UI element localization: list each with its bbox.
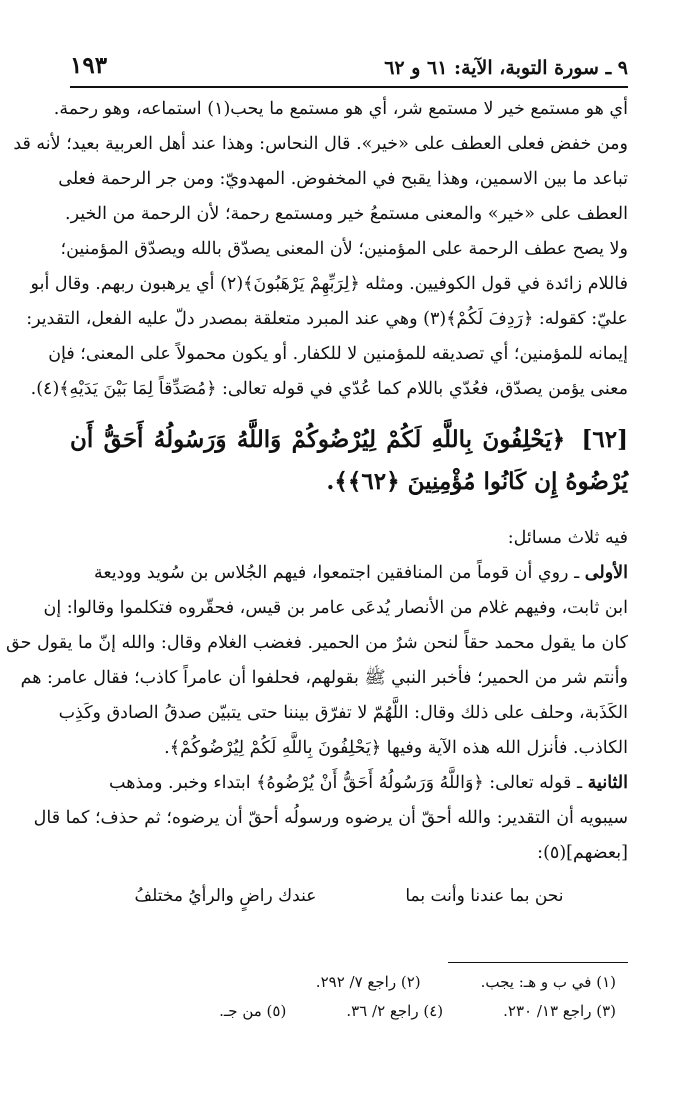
text-line: الكاذب. فأنزل الله هذه الآية وفيها ﴿يَحْلِفُونَ بِاللَّهِ لَكُمْ لِيُرْضُوكُمْ﴾.: [164, 738, 628, 758]
text-line: سيبويه أن التقدير: والله أحقّ أن يرضوه ورسولُه أحقّ أن يرضوه؛ ثم حذف؛ كما قال: [33, 808, 628, 828]
text-line: ولا يصح عطف الرحمة على المؤمنين؛ لأن المعنى يصدّق بالله ويصدّق المؤمنين؛: [60, 239, 628, 259]
text-line: ابن ثابت، وفيهم غلام من الأنصار يُدعَى عامر بن قيس، فحقّروه فتكلموا وقالوا: إن: [43, 598, 628, 618]
footnote: (٥) من جـ.: [219, 1002, 287, 1020]
footnote-rule: [448, 962, 628, 963]
footnote: (٢) راجع ٧/ ٢٩٢.: [315, 973, 421, 991]
issue-text: ـ روي أن قوماً من المنافقين اجتمعوا، فيهم الجُلاس بن سُويد ووديعة: [93, 563, 580, 583]
second-issue: [33, 766, 628, 871]
paragraph-commentary: [13, 92, 628, 407]
text-line: إيمانه للمؤمنين؛ أي تصديقه للمؤمنين لا للكفار. أو يكون محمولاً على المعنى؛ فإن: [48, 344, 628, 364]
footnote-row: [70, 997, 628, 1026]
text-line: وأنتم شر من الحمير؛ فأخبر النبي ﷺ بقولهم، فحلفوا أن عامراً كاذب؛ فقال عامر: هم: [20, 668, 628, 688]
text-line: العطف على «خير» والمعنى مستمعُ خير ومستمع رحمة؛ لأن الرحمة من الخير.: [65, 204, 628, 224]
verse-text: ﴿يَحْلِفُونَ بِاللَّهِ لَكُمْ لِيُرْضُوكُمْ وَاللَّهُ وَرَسُولُهُ أَحَقُّ أَن يُرْضُوهُ إِن كَانُوا مُؤْمِنِينَ ﴿٦٢﴾﴾.: [70, 426, 628, 495]
issues-intro: [70, 521, 628, 556]
text-line: كان ما يقول محمد حقاً لنحن شرٌ من الحمير. فغضب الغلام وقال: والله إنّ ما يقول حق: [5, 633, 628, 653]
text-line: الكَذَبة، وحلف على ذلك وقال: اللَّهُمّ لا تفرّق بيننا حتى يتبيّن صدقُ الصادق وكَذِب: [58, 703, 628, 723]
header-rule: [70, 86, 628, 88]
verse-line: [70, 419, 628, 503]
page-header: [70, 52, 628, 79]
text-line: تباعد ما بين الاسمين، وهذا يقبح في المخفوض. المهدويّ: ومن جر الرحمة فعلى: [58, 169, 628, 189]
issue-label: الأولى: [584, 563, 628, 583]
text-line: فاللام زائدة في قول الكوفيين. ومثله ﴿لِرَبِّهِمْ يَرْهَبُونَ﴾(٢) أي يرهبون ربهم. وقال أبو: [30, 274, 628, 294]
footnote: (١) في ب و هـ: يجب.: [480, 973, 616, 991]
verse-number: [٦٢]: [581, 426, 628, 453]
text-line: أي هو مستمع خير لا مستمع شر، أي هو مستمع ما يحب(١) استماعه، وهو رحمة.: [53, 99, 628, 119]
poetry-second-hemistich: عندك راضٍ والرأيُ مختلفُ: [134, 886, 317, 906]
text-line: [بعضهم](٥):: [537, 843, 628, 863]
text-line: [70, 766, 628, 801]
poetry-verse: [70, 879, 628, 914]
issue-text: ـ قوله تعالى: ﴿وَاللَّهُ وَرَسُولُهُ أَحَقُّ أَنْ يُرْضُوهُ﴾ ابتداء وخبر. ومذهب: [109, 773, 583, 793]
page-body: [5, 92, 628, 914]
first-issue: [5, 556, 628, 766]
page-number: ١٩٣: [70, 52, 108, 79]
footnote-row: [70, 968, 628, 997]
issue-label: الثانية: [587, 773, 628, 793]
intro-line: فيه ثلاث مسائل:: [507, 528, 628, 548]
text-line: عليّ: كقوله: ﴿رَدِفَ لَكُمْ﴾(٣) وهي عند المبرد متعلقة بمصدر دلّ عليه الفعل، التقدير:: [26, 309, 628, 329]
footnotes: [70, 968, 628, 1026]
text-line: معنى يؤمن يصدّق، فعُدّي باللام كما عُدّي في قوله تعالى: ﴿مُصَدِّقاً لِمَا بَيْنَ يَدَيْهِ﴾(٤).: [30, 379, 628, 399]
footnote: (٣) راجع ١٣/ ٢٣٠.: [503, 1002, 616, 1020]
running-title: ٩ ـ سورة التوبة، الآية: ٦١ و ٦٢: [384, 57, 628, 79]
footnote: (٤) راجع ٢/ ٣٦.: [346, 1002, 444, 1020]
quran-verse: [70, 419, 628, 503]
text-line: ومن خفض فعلى العطف على «خير». قال النحاس: وهذا عند أهل العربية بعيد؛ لأنه قد: [13, 134, 628, 154]
poetry-first-hemistich: نحن بما عندنا وأنت بما: [405, 886, 564, 906]
text-line: [70, 556, 628, 591]
